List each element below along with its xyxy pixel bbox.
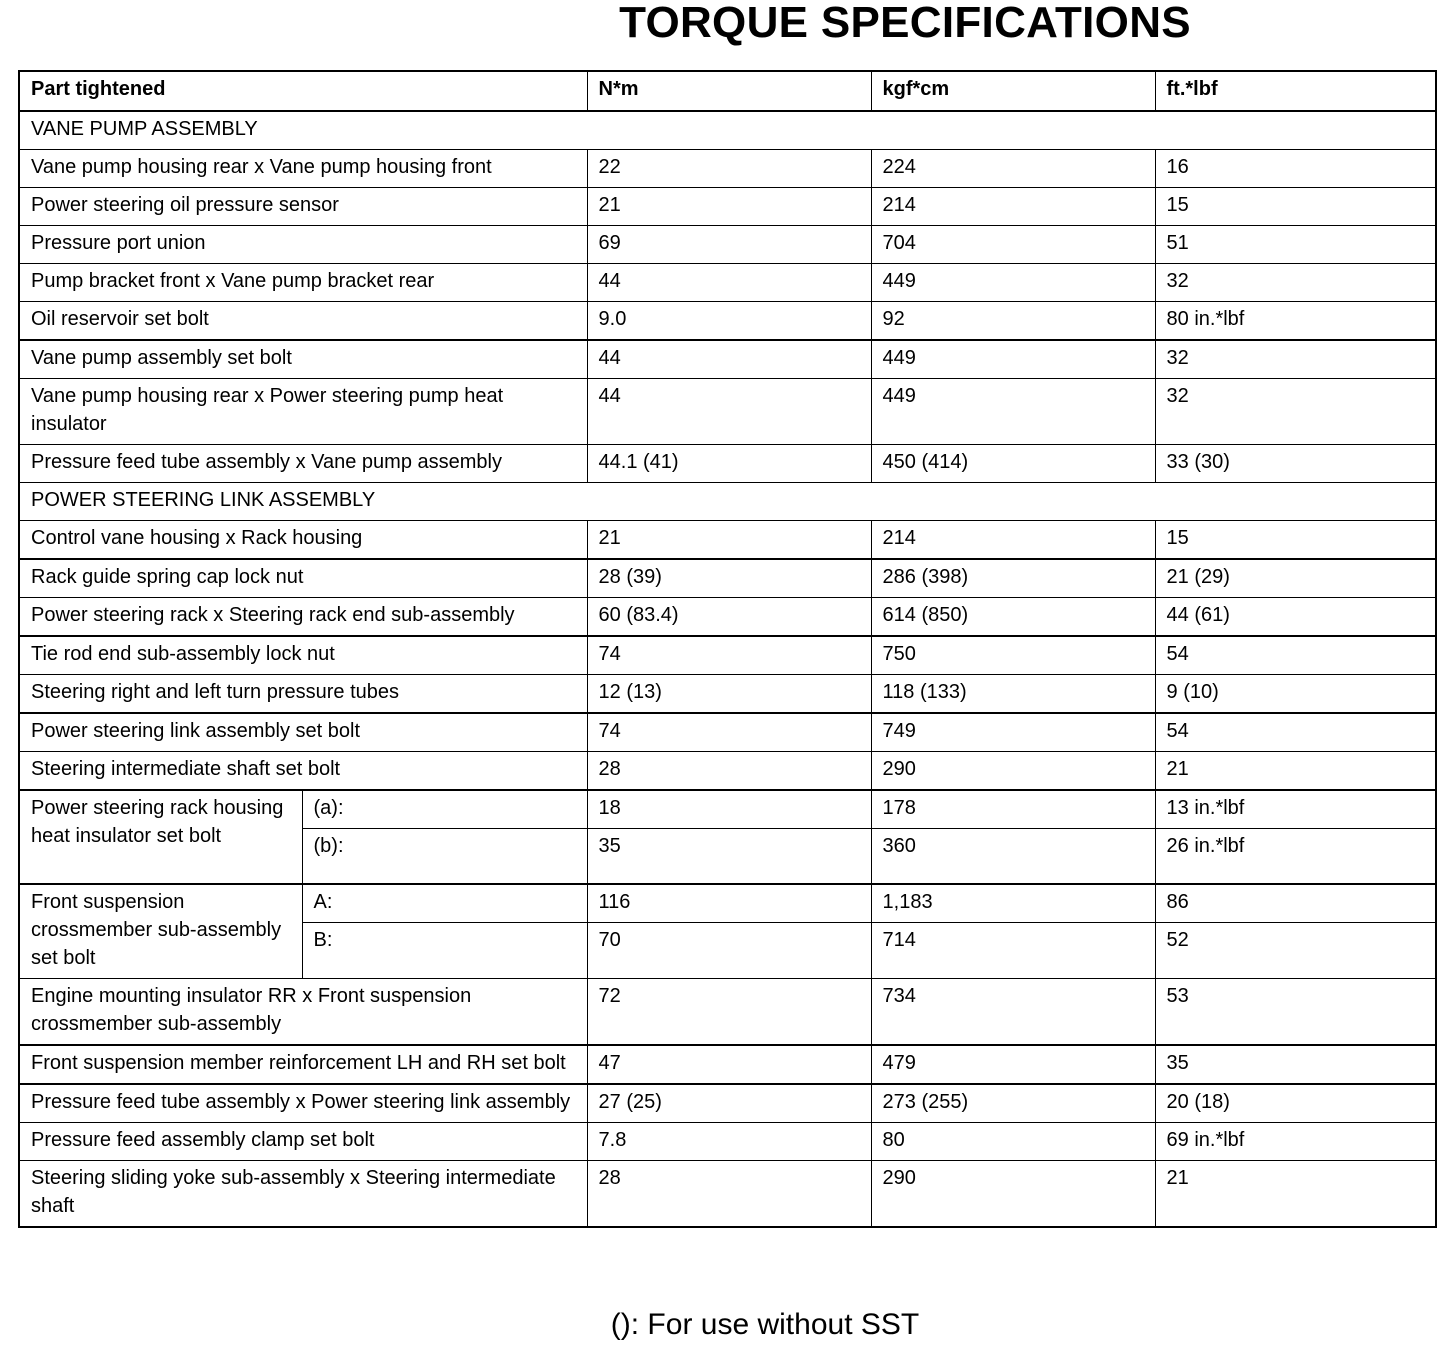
nm-cell: 70 [587,923,871,979]
part-cell: Steering intermediate shaft set bolt [19,752,587,791]
ft-cell: 33 (30) [1155,445,1436,483]
part-cell: Pressure feed tube assembly x Power steering link assembly [19,1084,587,1123]
part-cell: Front suspension member reinforcement LH and RH set bolt [19,1045,587,1084]
part-cell: Pressure port union [19,226,587,264]
ft-cell: 16 [1155,150,1436,188]
kgf-cell: 80 [871,1123,1155,1161]
kgf-cell: 749 [871,713,1155,752]
ft-cell: 32 [1155,340,1436,379]
nm-cell: 28 (39) [587,559,871,598]
kgf-cell: 614 (850) [871,598,1155,637]
ft-cell: 52 [1155,923,1436,979]
ft-cell: 53 [1155,979,1436,1046]
nm-cell: 44 [587,340,871,379]
nm-cell: 21 [587,188,871,226]
part-cell: Rack guide spring cap lock nut [19,559,587,598]
ft-cell: 15 [1155,188,1436,226]
nm-cell: 69 [587,226,871,264]
ft-cell: 51 [1155,226,1436,264]
table-header-row [19,71,1436,111]
part-cell: Power steering oil pressure sensor [19,188,587,226]
part-cell: Vane pump housing rear x Power steering pump heat insulator [19,379,587,445]
nm-cell: 60 (83.4) [587,598,871,637]
kgf-cell: 450 (414) [871,445,1155,483]
nm-cell: 27 (25) [587,1084,871,1123]
torque-spec-table [18,70,1437,1228]
nm-cell: 44.1 (41) [587,445,871,483]
table-row [19,521,1436,560]
table-row [19,559,1436,598]
section-power-steering-link-assembly: POWER STEERING LINK ASSEMBLY [19,483,1436,521]
table-row [19,884,1436,923]
ft-cell: 44 (61) [1155,598,1436,637]
table-row [19,379,1436,445]
nm-cell: 47 [587,1045,871,1084]
header-part-tightened: Part tightened [19,71,587,111]
nm-cell: 35 [587,829,871,885]
table-row [19,264,1436,302]
table-row [19,150,1436,188]
kgf-cell: 714 [871,923,1155,979]
kgf-cell: 92 [871,302,1155,341]
nm-cell: 72 [587,979,871,1046]
ft-cell: 20 (18) [1155,1084,1436,1123]
table-row [19,1123,1436,1161]
nm-cell: 28 [587,1161,871,1228]
table-row [19,790,1436,829]
ft-cell: 54 [1155,636,1436,675]
table-row [19,445,1436,483]
sub-label-cell: B: [302,923,587,979]
ft-cell: 9 (10) [1155,675,1436,714]
table-row [19,1084,1436,1123]
kgf-cell: 449 [871,264,1155,302]
nm-cell: 18 [587,790,871,829]
kgf-cell: 286 (398) [871,559,1155,598]
ft-cell: 21 [1155,752,1436,791]
sub-label-cell: (a): [302,790,587,829]
table-row [19,752,1436,791]
table-row [19,979,1436,1046]
ft-cell: 32 [1155,379,1436,445]
kgf-cell: 273 (255) [871,1084,1155,1123]
part-cell: Front suspension crossmember sub-assembly set bolt [19,884,302,979]
kgf-cell: 290 [871,752,1155,791]
table-row [19,302,1436,341]
ft-cell: 69 in.*lbf [1155,1123,1436,1161]
kgf-cell: 449 [871,379,1155,445]
kgf-cell: 360 [871,829,1155,885]
section-vane-pump-assembly: VANE PUMP ASSEMBLY [19,111,1436,150]
kgf-cell: 1,183 [871,884,1155,923]
nm-cell: 22 [587,150,871,188]
nm-cell: 28 [587,752,871,791]
header-nm: N*m [587,71,871,111]
kgf-cell: 704 [871,226,1155,264]
kgf-cell: 214 [871,521,1155,560]
part-cell: Power steering rack x Steering rack end sub-assembly [19,598,587,637]
part-cell: Vane pump housing rear x Vane pump housing front [19,150,587,188]
nm-cell: 7.8 [587,1123,871,1161]
kgf-cell: 178 [871,790,1155,829]
header-ft-lbf: ft.*lbf [1155,71,1436,111]
part-cell: Steering right and left turn pressure tubes [19,675,587,714]
table-row [19,1045,1436,1084]
kgf-cell: 449 [871,340,1155,379]
ft-cell: 54 [1155,713,1436,752]
part-cell: Control vane housing x Rack housing [19,521,587,560]
ft-cell: 32 [1155,264,1436,302]
kgf-cell: 750 [871,636,1155,675]
ft-cell: 86 [1155,884,1436,923]
kgf-cell: 479 [871,1045,1155,1084]
nm-cell: 74 [587,713,871,752]
page-title: TORQUE SPECIFICATIONS [619,0,1191,47]
part-cell: Steering sliding yoke sub-assembly x Steering intermediate shaft [19,1161,587,1228]
ft-cell: 21 [1155,1161,1436,1228]
ft-cell: 21 (29) [1155,559,1436,598]
ft-cell: 35 [1155,1045,1436,1084]
kgf-cell: 734 [871,979,1155,1046]
part-cell: Power steering rack housing heat insulator set bolt [19,790,302,884]
table-row [19,636,1436,675]
nm-cell: 9.0 [587,302,871,341]
part-cell: Pump bracket front x Vane pump bracket rear [19,264,587,302]
section-row [19,483,1436,521]
kgf-cell: 224 [871,150,1155,188]
nm-cell: 44 [587,264,871,302]
nm-cell: 116 [587,884,871,923]
table-row [19,226,1436,264]
table-row [19,1161,1436,1228]
nm-cell: 21 [587,521,871,560]
kgf-cell: 290 [871,1161,1155,1228]
table-row [19,675,1436,714]
part-cell: Vane pump assembly set bolt [19,340,587,379]
table-row [19,188,1436,226]
part-cell: Tie rod end sub-assembly lock nut [19,636,587,675]
kgf-cell: 214 [871,188,1155,226]
footnote: (): For use without SST [610,1308,920,1341]
ft-cell: 15 [1155,521,1436,560]
part-cell: Power steering link assembly set bolt [19,713,587,752]
nm-cell: 74 [587,636,871,675]
sub-label-cell: A: [302,884,587,923]
part-cell: Engine mounting insulator RR x Front suspension crossmember sub-assembly [19,979,587,1046]
table-row [19,340,1436,379]
ft-cell: 13 in.*lbf [1155,790,1436,829]
nm-cell: 12 (13) [587,675,871,714]
header-kgf-cm: kgf*cm [871,71,1155,111]
part-cell: Oil reservoir set bolt [19,302,587,341]
ft-cell: 80 in.*lbf [1155,302,1436,341]
section-row [19,111,1436,150]
kgf-cell: 118 (133) [871,675,1155,714]
part-cell: Pressure feed assembly clamp set bolt [19,1123,587,1161]
sub-label-cell: (b): [302,829,587,885]
nm-cell: 44 [587,379,871,445]
table-row [19,713,1436,752]
table-row [19,598,1436,637]
part-cell: Pressure feed tube assembly x Vane pump assembly [19,445,587,483]
ft-cell: 26 in.*lbf [1155,829,1436,885]
